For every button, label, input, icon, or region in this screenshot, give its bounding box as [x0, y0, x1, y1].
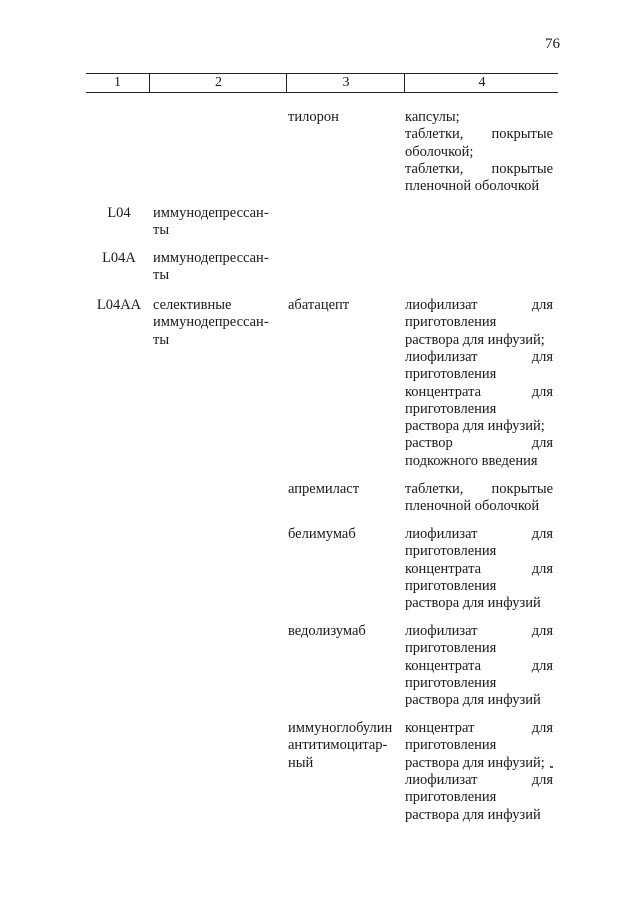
dosage-form-word: таблетки,	[405, 481, 464, 497]
drug-name-line: ведолизумаб	[288, 623, 366, 639]
drug-name-line: белимумаб	[288, 526, 356, 542]
dosage-form-line: приготовления	[405, 366, 497, 383]
column-header-2: 2	[149, 74, 287, 92]
dosage-form-line	[405, 772, 553, 789]
column-header-4: 4	[404, 74, 559, 92]
scan-mark	[550, 766, 553, 768]
dosage-form-word: концентрата	[405, 383, 482, 400]
group-name-line: ты	[153, 222, 170, 239]
dosage-form-line: капсулы;	[405, 109, 460, 125]
dosage-form-line	[405, 349, 553, 366]
dosage-form-word: покрытые	[491, 160, 553, 177]
group-name-line: ты	[153, 267, 170, 284]
dosage-form-line	[405, 658, 553, 675]
dosage-form-word: для	[531, 526, 553, 542]
dosage-form-line: раствора для инфузий;	[405, 331, 545, 348]
dosage-form-line	[405, 297, 553, 314]
dosage-form-line: приготовления	[405, 640, 497, 657]
group-name-line: иммунодепрессан-	[153, 205, 269, 221]
atc-code: L04	[107, 205, 131, 221]
dosage-form-word: для	[531, 560, 553, 577]
dosage-form-word: для	[531, 657, 553, 674]
dosage-form-word: таблетки,	[405, 160, 464, 177]
group-name-line: иммунодепрессан-	[153, 250, 269, 266]
drug-name-line: абатацепт	[288, 297, 350, 313]
dosage-form-line: пленочной оболочкой	[405, 498, 540, 515]
dosage-form-word: лиофилизат	[405, 623, 478, 639]
dosage-form-word: покрытые	[491, 481, 553, 497]
dosage-form-line: приготовления	[405, 400, 497, 417]
dosage-form-line: приготовления	[405, 577, 497, 594]
table-header	[86, 73, 558, 93]
drug-name-line: иммуноглобулин	[288, 720, 393, 736]
dosage-form-word: для	[531, 383, 553, 400]
drug-name-line: тилорон	[288, 109, 339, 125]
dosage-form-line	[405, 720, 553, 737]
column-header-1: 1	[114, 75, 121, 90]
dosage-form-word: раствор	[405, 435, 453, 452]
group-name-line: селективные	[153, 297, 232, 313]
dosage-form-line: приготовления	[405, 737, 497, 754]
dosage-form-line: приготовления	[405, 789, 497, 806]
atc-code: L04A	[102, 250, 136, 266]
dosage-form-word: для	[531, 435, 553, 452]
dosage-form-word: для	[531, 720, 553, 736]
drug-name-line: антитимоцитар-	[288, 737, 388, 754]
dosage-form-line: приготовления	[405, 543, 497, 560]
dosage-form-word: таблетки,	[405, 126, 464, 143]
group-name-line: ты	[153, 331, 170, 348]
dosage-form-line: пленочной оболочкой	[405, 178, 540, 195]
dosage-form-line: раствора для инфузий	[405, 806, 541, 823]
group-name-line: иммунодепрессан-	[153, 314, 269, 331]
drug-name-line: ный	[288, 754, 314, 771]
drug-name-line: апремиласт	[288, 481, 360, 497]
dosage-form-word: лиофилизат	[405, 526, 478, 542]
dosage-form-line: раствора для инфузий;	[405, 754, 545, 771]
dosage-form-line	[405, 161, 553, 178]
dosage-form-word: лиофилизат	[405, 297, 478, 313]
dosage-form-line: раствора для инфузий;	[405, 418, 545, 435]
column-header-3: 3	[286, 74, 405, 92]
dosage-form-line	[405, 481, 553, 498]
dosage-form-word: концентрата	[405, 657, 482, 674]
dosage-form-line: подкожного введения	[405, 452, 538, 469]
dosage-form-word: концентрат	[405, 720, 475, 736]
dosage-form-line: раствора для инфузий	[405, 692, 541, 709]
dosage-form-word: для	[531, 348, 553, 365]
dosage-form-line	[405, 384, 553, 401]
dosage-form-line: оболочкой;	[405, 143, 474, 160]
dosage-form-word: для	[531, 297, 553, 313]
dosage-form-line	[405, 561, 553, 578]
dosage-form-word: покрытые	[491, 126, 553, 143]
dosage-form-line	[405, 623, 553, 640]
dosage-form-word: концентрата	[405, 560, 482, 577]
dosage-form-word: для	[531, 623, 553, 639]
dosage-form-word: для	[531, 771, 553, 788]
dosage-form-word: лиофилизат	[405, 348, 478, 365]
dosage-form-line	[405, 126, 553, 143]
dosage-form-line: приготовления	[405, 674, 497, 691]
dosage-form-line: приготовления	[405, 314, 497, 331]
page-number: 76	[545, 36, 560, 52]
dosage-form-line	[405, 435, 553, 452]
dosage-form-line	[405, 526, 553, 543]
dosage-form-line: раствора для инфузий	[405, 595, 541, 612]
atc-code: L04AA	[96, 297, 142, 313]
dosage-form-word: лиофилизат	[405, 771, 478, 788]
